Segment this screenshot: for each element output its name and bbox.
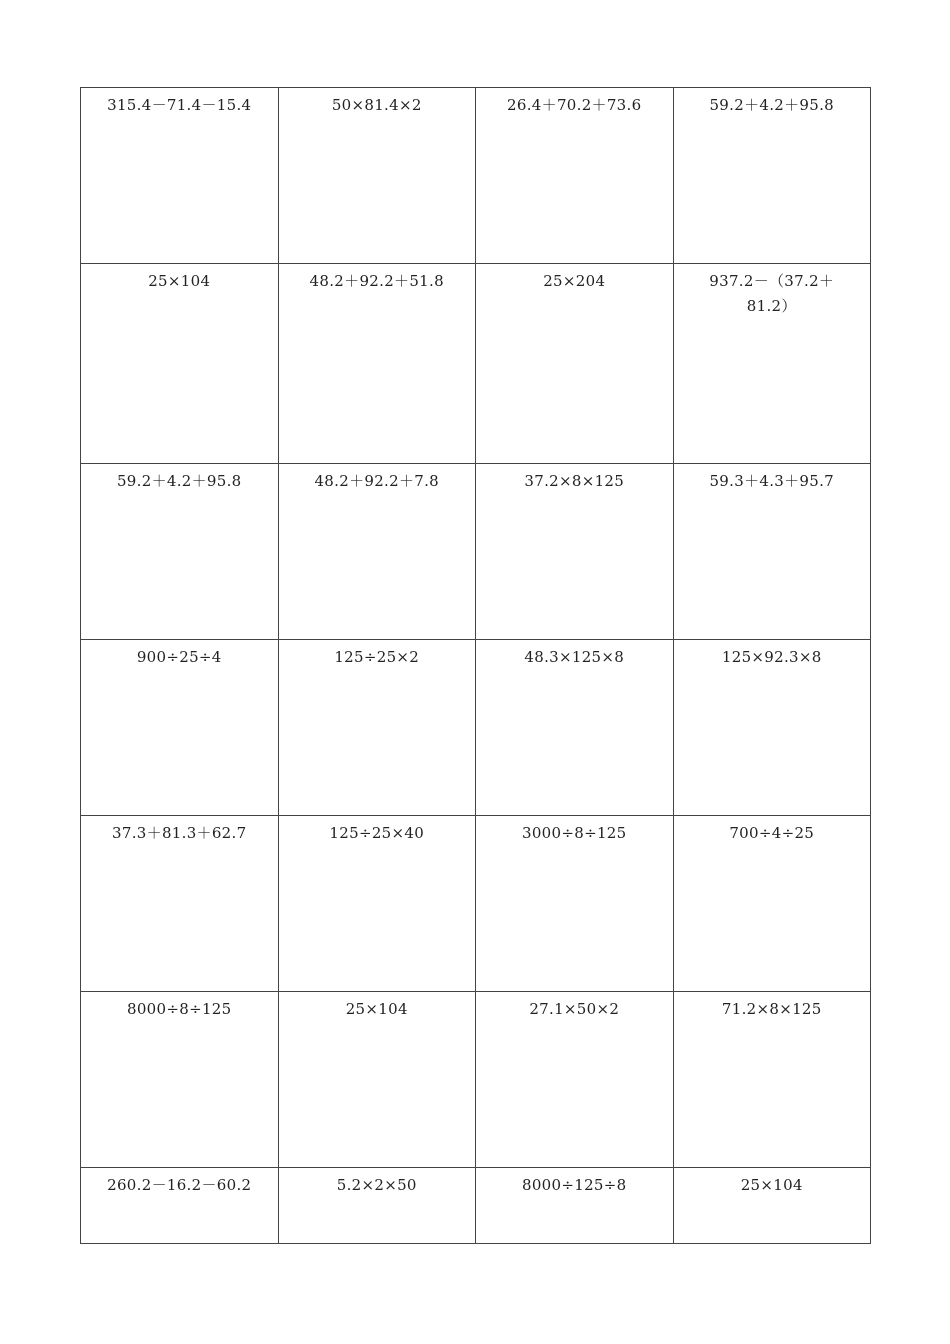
problem-cell: 900÷25÷4	[81, 640, 279, 816]
problem-cell: 48.2＋92.2＋7.8	[278, 464, 476, 640]
problem-cell: 8000÷125÷8	[476, 1168, 674, 1244]
problem-row	[81, 1168, 871, 1244]
problem-cell: 25×104	[278, 992, 476, 1168]
problem-cell: 700÷4÷25	[673, 816, 871, 992]
problem-cell: 125×92.3×8	[673, 640, 871, 816]
problem-row	[81, 88, 871, 264]
problem-cell: 125÷25×2	[278, 640, 476, 816]
problem-cell: 125÷25×40	[278, 816, 476, 992]
problem-cell: 8000÷8÷125	[81, 992, 279, 1168]
problem-cell: 25×104	[673, 1168, 871, 1244]
problem-cell: 5.2×2×50	[278, 1168, 476, 1244]
problem-cell: 27.1×50×2	[476, 992, 674, 1168]
problem-cell: 26.4＋70.2＋73.6	[476, 88, 674, 264]
problem-cell: 59.3＋4.3＋95.7	[673, 464, 871, 640]
problem-cell: 25×204	[476, 264, 674, 464]
problem-cell: 50×81.4×2	[278, 88, 476, 264]
problem-row	[81, 464, 871, 640]
problem-row	[81, 640, 871, 816]
problem-cell: 3000÷8÷125	[476, 816, 674, 992]
problem-cell: 71.2×8×125	[673, 992, 871, 1168]
problem-row	[81, 816, 871, 992]
problem-cell: 25×104	[81, 264, 279, 464]
problem-cell: 59.2＋4.2＋95.8	[673, 88, 871, 264]
problem-cell: 260.2－16.2－60.2	[81, 1168, 279, 1244]
problem-cell: 937.2－（37.2＋81.2）	[673, 264, 871, 464]
problem-cell: 315.4－71.4－15.4	[81, 88, 279, 264]
problem-cell: 48.2＋92.2＋51.8	[278, 264, 476, 464]
worksheet-table	[80, 87, 871, 1244]
problem-cell: 37.2×8×125	[476, 464, 674, 640]
problem-cell: 48.3×125×8	[476, 640, 674, 816]
problem-cell: 59.2＋4.2＋95.8	[81, 464, 279, 640]
problem-cell: 37.3＋81.3＋62.7	[81, 816, 279, 992]
problem-row	[81, 992, 871, 1168]
problem-row	[81, 264, 871, 464]
